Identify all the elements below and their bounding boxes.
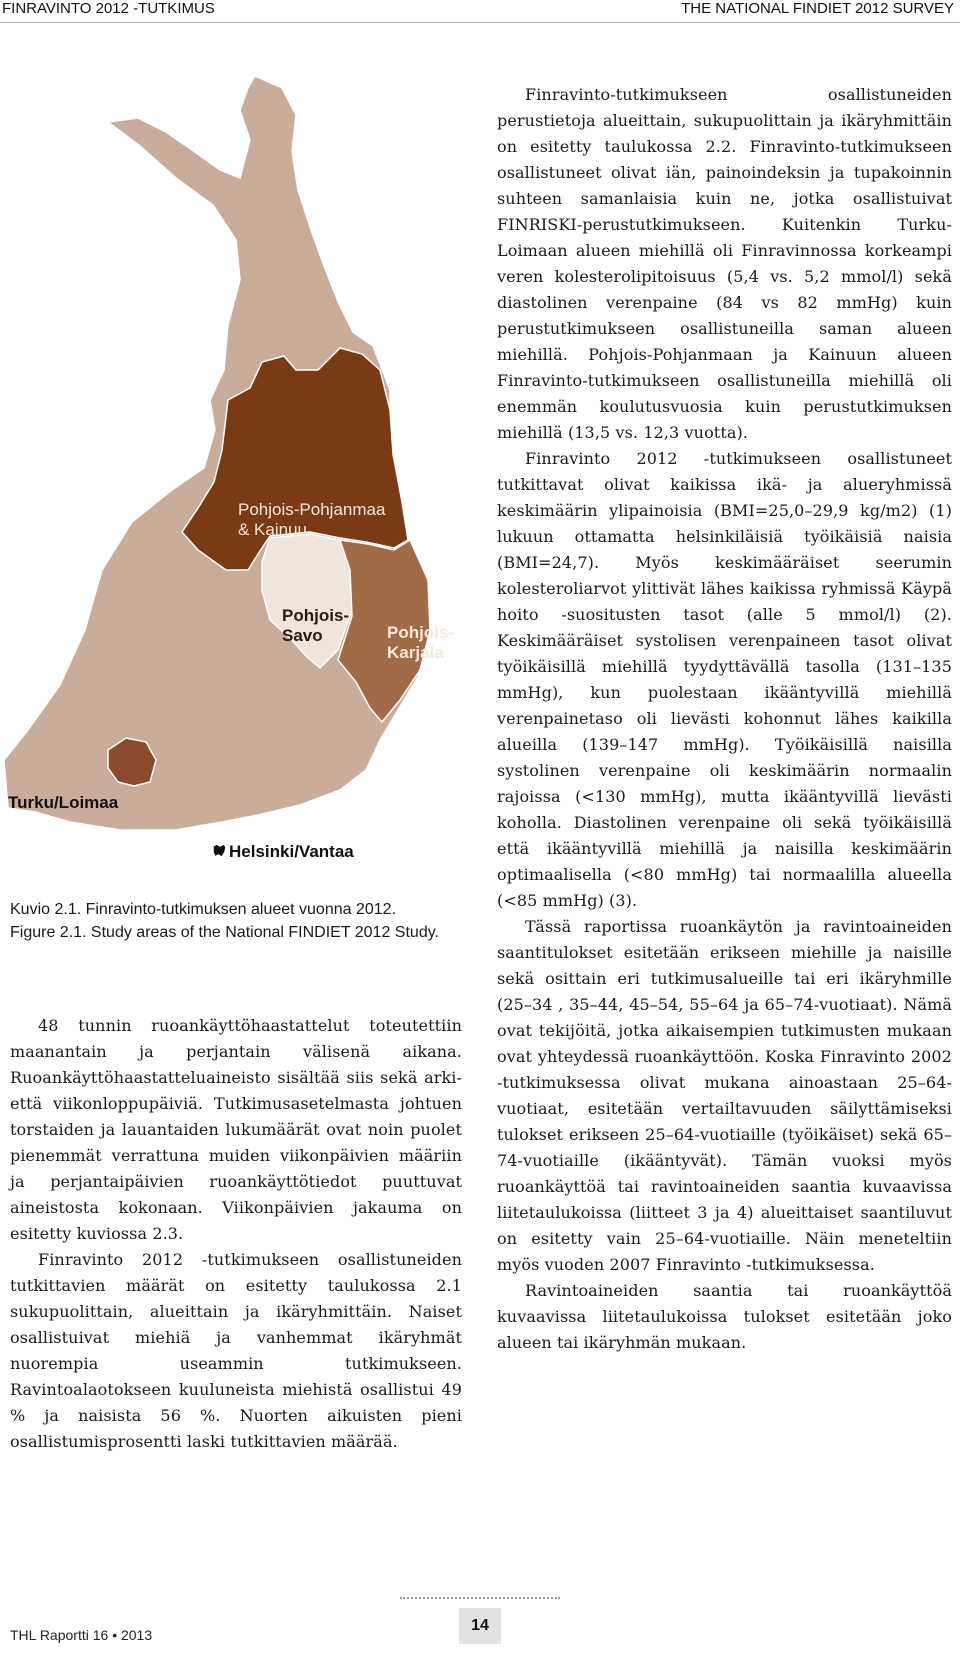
paragraph: Tässä raportissa ruoankäytön ja ravintoaineiden saantitulokset esitetään erikseen miehille ja naisille sekä osittain eri tutkimusalueille tai eri ikäryhmille (25–34 , 35–44, 45–54, 55–64 ja 65–74-vuotiaat). Nämä ovat tekijöitä, jotka aikaisempien tutkimusten mukaan ovat yhteydessä ruoankäyttöön. Koska Finravinto 2002 -tutkimuksessa olivat mukana ainoastaan 25–64-vuotiaat, esitetään vertailtavuuden säilyttämiseksi tulokset erikseen 25–64-vuotiaille (työikäiset) sekä 65–74-vuotiaille (ikääntyvät). Tämän vuoksi myös ruoankäyttöä tai ravintoaineiden saantia kuvaavissa liitetaulukoissa (liitteet 3 ja 4) alueittaiset saantiluvut on esitetty vain 25–64-vuotiaille. Näin meneteltiin myös vuoden 2007 Finravinto -tutkimuksessa.	[497, 917, 952, 1274]
label-helsinki-vantaa: Helsinki/Vantaa	[229, 842, 354, 861]
running-header	[0, 0, 960, 23]
figure-caption	[10, 898, 460, 944]
body-column-right	[497, 82, 952, 1356]
caption-english: Figure 2.1. Study areas of the National FINDIET 2012 Study.	[10, 924, 439, 941]
paragraph: 48 tunnin ruoankäyttöhaastattelut toteutettiin maanantain ja perjantain välisenä aikana. Ruoankäyttöhaastatteluaineisto sisältää siis sekä arki- että viikonloppupäiviä. Tutkimusasetelmasta johtuen torstaiden ja lauantaiden lukumäärät ovat noin puolet pienemmät verrattuna muiden viikonpäivien määriin ja perjantaipäivien ruoankäyttötiedot puuttuvat aineistosta kokonaan. Viikonpäivien jakauma on esitetty kuviossa 2.3.	[10, 1016, 462, 1243]
paragraph: Finravinto 2012 -tutkimukseen osallistuneiden tutkittavien määrät on esitetty taulukossa 2.1 sukupuolittain, alueittain ja ikäryhmittäin. Naiset osallistuivat miehiä ja vanhemmat ikäryhmät nuorempia useammin tutkimukseen. Ravintoalaotokseen kuuluneista miehistä osallistui 49 % ja naisista 56 %. Nuorten aikuisten pieni osallistumisprosentti laski tutkittavien määrää.	[10, 1250, 462, 1451]
footer-divider	[400, 1597, 560, 1599]
body-column-left	[10, 1013, 462, 1455]
paragraph: Finravinto-tutkimukseen osallistuneiden perustietoja alueittain, sukupuolittain ja ikäryhmittäin on esitetty taulukossa 2.2. Finravinto-tutkimukseen osallistuneet olivat iän, painoindeksin ja tupakoinnin suhteen samanlaisia kuin ne, jotka osallistuivat FINRISKI-perustutkimukseen. Kuitenkin Turku-Loimaan alueen miehillä oli Finravinnossa korkeampi veren kolesterolipitoisuus (5,4 vs. 5,2 mmol/l) sekä diastolinen verenpaine (84 vs 82 mmHg) kuin perustutkimukseen osallistuneilla saman alueen miehillä. Pohjois-Pohjanmaan ja Kainuun alueen Finravinto-tutkimukseen osallistuneilla miehillä oli enemmän koulutusvuosia kuin perustutkimuksen miehillä (13,5 vs. 12,3 vuotta).	[497, 85, 952, 442]
paragraph: Finravinto 2012 -tutkimukseen osallistuneet tutkittavat olivat kaikissa ikä- ja alueryhmissä keskimäärin ylipainoisia (BMI=25,0–29,9 kg/m2) (1) lukuun ottamatta helsinkiläisiä työikäisiä naisia (BMI=24,7). Myös keskimääräiset seerumin kolesteroliarvot ylittivät lähes kaikissa ryhmissä Käypä hoito -suositusten tasot (alle 5 mmol/l) (2). Keskimääräiset systolisen verenpaineen tasot olivat työikäisillä miehillä tyydyttävällä tasolla (131–135 mmHg), kun puolestaan ikääntyvillä miehillä verenpainetaso oli lievästi kohonnut lähes kaikilla alueilla (139–147 mmHg). Työikäisillä naisilla systolinen verenpaine oli keskimäärin normaalin rajoissa (<130 mmHg), mutta ikääntyvillä lievästi koholla. Diastolinen verenpaine oli sekä työikäisillä että ikääntyvillä miehillä ja naisilla keskimäärin optimaalisella (<80 mmHg) tai normaalilla alueella (<85 mmHg) (3).	[497, 449, 952, 910]
finland-map	[0, 70, 470, 880]
page-number: 14	[459, 1608, 501, 1644]
label-pohjois-savo: Pohjois- Savo	[282, 606, 350, 645]
paragraph: Ravintoaineiden saantia tai ruoankäyttöä kuvaavissa liitetaulukoissa tulokset esitetään joko alueen tai ikäryhmän mukaan.	[497, 1281, 952, 1352]
label-turku-loimaa: Turku/Loimaa	[8, 793, 119, 812]
caption-finnish: Kuvio 2.1. Finravinto-tutkimuksen alueet vuonna 2012.	[10, 901, 397, 918]
helsinki-vantaa-marker-icon	[212, 843, 227, 858]
footer-publication: THL Raportti 16 • 2013	[10, 1627, 153, 1643]
label-pohjois-pohjanmaa: Pohjois-Pohjanmaa & Kainuu	[238, 500, 386, 539]
label-pohjois-karjala: Pohjois- Karjala	[387, 623, 455, 662]
header-right: THE NATIONAL FINDIET 2012 SURVEY	[681, 0, 954, 17]
header-left: FINRAVINTO 2012 -TUTKIMUS	[2, 0, 215, 17]
